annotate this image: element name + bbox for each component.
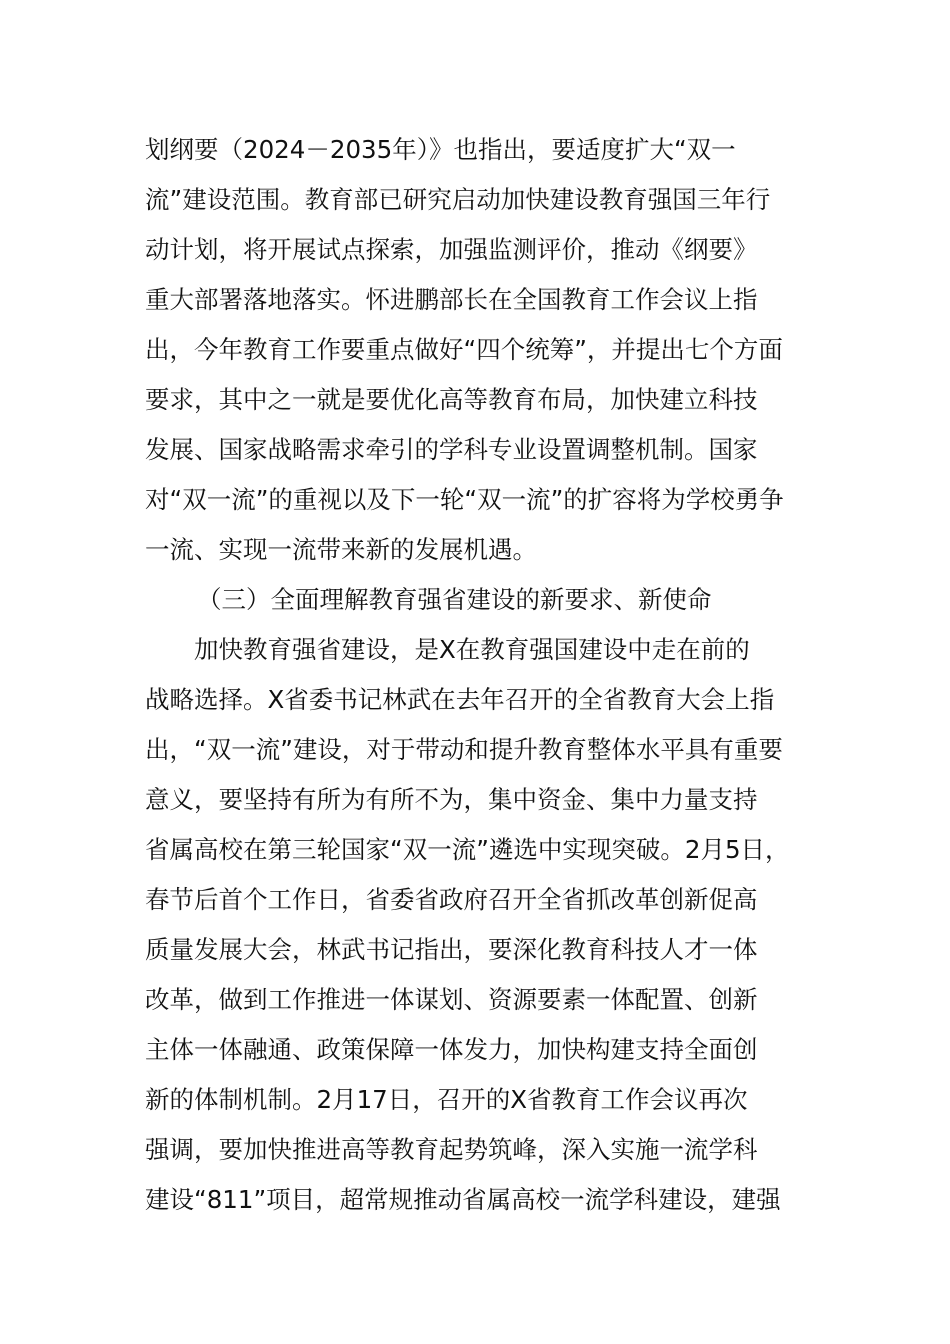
text-line: 质量发展大会，林武书记指出，要深化教育科技人才一体 [145,935,758,964]
text-line: 主体一体融通、政策保障一体发力，加快构建支持全面创 [145,1035,758,1064]
text-line: 强调，要加快推进高等教育起势筑峰，深入实施一流学科 [145,1135,758,1164]
text-line: 出，今年教育工作要重点做好“四个统筹”，并提出七个方面 [145,335,783,364]
text-line: 改革，做到工作推进一体谋划、资源要素一体配置、创新 [145,985,758,1014]
section-heading: （三）全面理解教育强省建设的新要求、新使命 [197,585,712,614]
text-line: 春节后首个工作日，省委省政府召开全省抓改革创新促高 [145,885,758,914]
text-line: 发展、国家战略需求牵引的学科专业设置调整机制。国家 [145,435,758,464]
text-line: 新的体制机制。2月17日，召开的X省教育工作会议再次 [145,1085,748,1114]
text-line: 建设“811”项目，超常规推动省属高校一流学科建设，建强 [145,1185,781,1214]
text-line: 对“双一流”的重视以及下一轮“双一流”的扩容将为学校勇争 [145,485,784,514]
text-line: 意义，要坚持有所为有所不为，集中资金、集中力量支持 [145,785,758,814]
text-line: 重大部署落地落实。怀进鹏部长在全国教育工作会议上指 [145,285,758,314]
text-line: 动计划，将开展试点探索，加强监测评价，推动《纲要》 [145,235,758,264]
text-line: 一流、实现一流带来新的发展机遇。 [145,535,537,564]
text-line: 战略选择。X省委书记林武在去年召开的全省教育大会上指 [145,685,775,714]
text-line: 出，“双一流”建设，对于带动和提升教育整体水平具有重要 [145,735,783,764]
text-line: 省属高校在第三轮国家“双一流”遴选中实现突破。2月5日， [145,835,790,864]
text-line: 划纲要（2024－2035年）》也指出，要适度扩大“双一 [145,135,736,164]
text-line: 要求，其中之一就是要优化高等教育布局，加快建立科技 [145,385,758,414]
text-line: 加快教育强省建设，是X在教育强国建设中走在前的 [194,635,750,664]
text-line: 流”建设范围。教育部已研究启动加快建设教育强国三年行 [145,185,771,214]
